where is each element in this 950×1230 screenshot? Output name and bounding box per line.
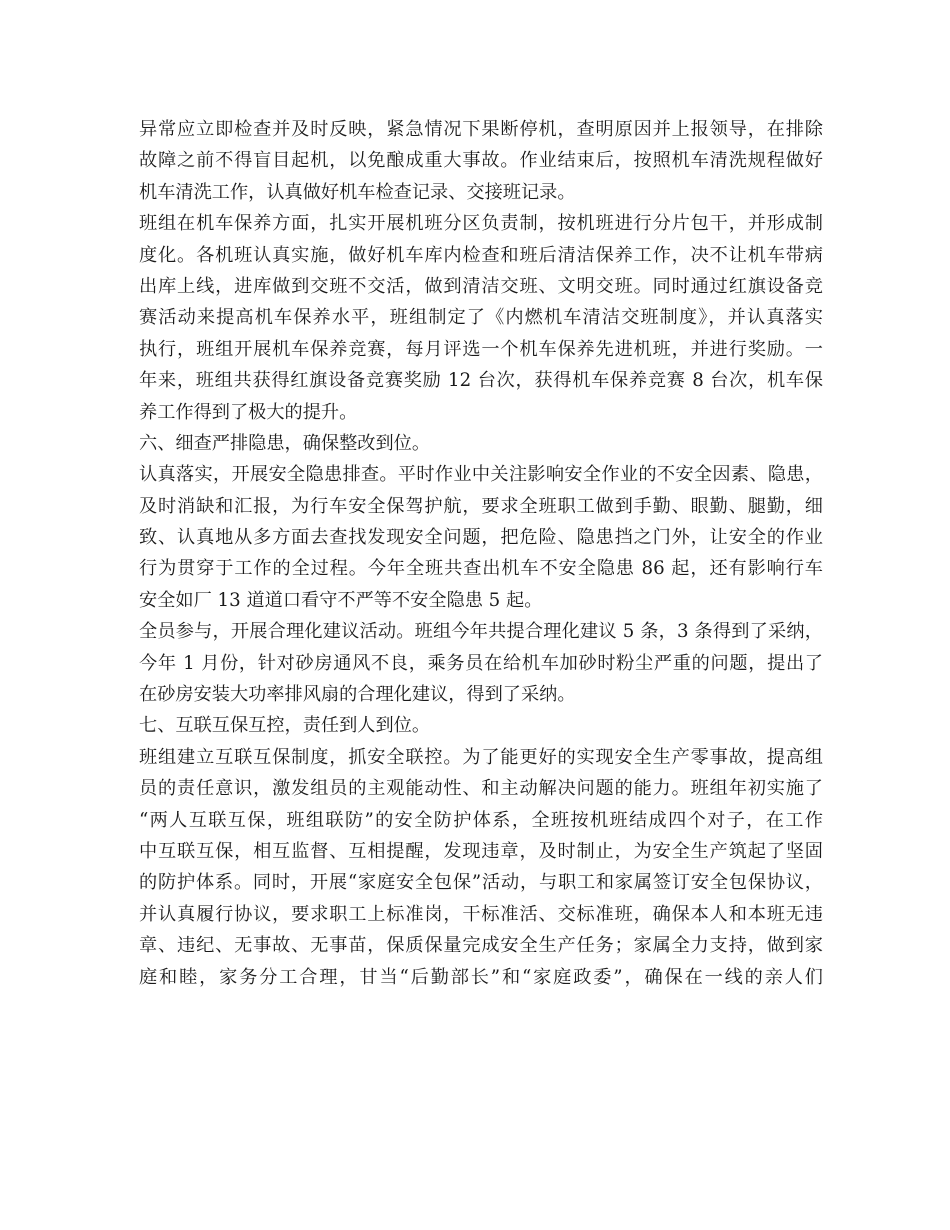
text-line: 出库上线，进库做到交班不交活，做到清洁交班、文明交班。同时通过红旗设备竞 (139, 275, 823, 297)
text-line: 年来，班组共获得红旗设备竞赛奖励 12 台次，获得机车保养竞赛 8 台次，机车保 (139, 370, 823, 392)
text-line: 并认真履行协议，要求职工上标准岗，干标准活、交标准班，确保本人和本班无违 (139, 903, 823, 925)
text-line: 安全如厂 13 道道口看守不严等不安全隐患 5 起。 (139, 589, 543, 611)
text-line: 致、认真地从多方面去查找发现安全问题，把危险、隐患挡之门外，让安全的作业 (139, 527, 823, 549)
text-line: 全员参与，开展合理化建议活动。班组今年共提合理化建议 5 条，3 条得到了采纳， (139, 621, 823, 643)
text-line: 中互联互保，相互监督、互相提醒，发现违章，及时制止，为安全生产筑起了坚固 (139, 840, 823, 862)
text-line: 机车清洗工作，认真做好机车检查记录、交接班记录。 (139, 181, 576, 203)
text-line: 班组建立互联互保制度，抓安全联控。为了能更好的实现安全生产零事故，提高组 (139, 746, 823, 768)
text-line: 庭和睦，家务分工合理，甘当“后勤部长”和“家庭政委”，确保在一线的亲人们 (139, 966, 823, 988)
text-line: 班组在机车保养方面，扎实开展机班分区负责制，按机班进行分片包干，并形成制 (139, 213, 823, 235)
text-line: 度化。各机班认真实施，做好机车库内检查和班后清洁保养工作，决不让机车带病 (139, 244, 823, 266)
text-line: 员的责任意识，激发组员的主观能动性、和主动解决问题的能力。班组年初实施了 (139, 778, 823, 800)
text-line: 故障之前不得盲目起机，以免酿成重大事故。作业结束后，按照机车清洗规程做好 (139, 150, 823, 172)
text-line: 六、细查严排隐患，确保整改到位。 (139, 432, 431, 454)
text-line: 今年 1 月份，针对砂房通风不良，乘务员在给机车加砂时粉尘严重的问题，提出了 (139, 652, 823, 674)
document-body (139, 114, 823, 993)
text-line: 在砂房安装大功率排风扇的合理化建议，得到了采纳。 (139, 684, 576, 706)
text-line: 赛活动来提高机车保养水平，班组制定了《内燃机车清洁交班制度》，并认真落实 (139, 307, 823, 329)
text-line: “两人互联互保，班组联防”的安全防护体系，全班按机班结成四个对子，在工作 (139, 809, 823, 831)
text-line: 执行，班组开展机车保养竞赛，每月评选一个机车保养先进机班，并进行奖励。一 (139, 338, 823, 360)
text-line: 养工作得到了极大的提升。 (139, 401, 358, 423)
text-line: 认真落实，开展安全隐患排查。平时作业中关注影响安全作业的不安全因素、隐患， (139, 464, 823, 486)
text-line: 及时消缺和汇报，为行车安全保驾护航，要求全班职工做到手勤、眼勤、腿勤，细 (139, 495, 823, 517)
text-line: 章、违纪、无事故、无事苗，保质保量完成安全生产任务；家属全力支持，做到家 (139, 935, 823, 957)
text-line: 行为贯穿于工作的全过程。今年全班共查出机车不安全隐患 86 起，还有影响行车 (139, 558, 823, 580)
text-line: 七、互联互保互控，责任到人到位。 (139, 715, 431, 737)
text-line: 异常应立即检查并及时反映，紧急情况下果断停机，查明原因并上报领导，在排除 (139, 119, 823, 140)
text-line: 的防护体系。同时，开展“家庭安全包保”活动，与职工和家属签订安全包保协议， (139, 872, 823, 894)
